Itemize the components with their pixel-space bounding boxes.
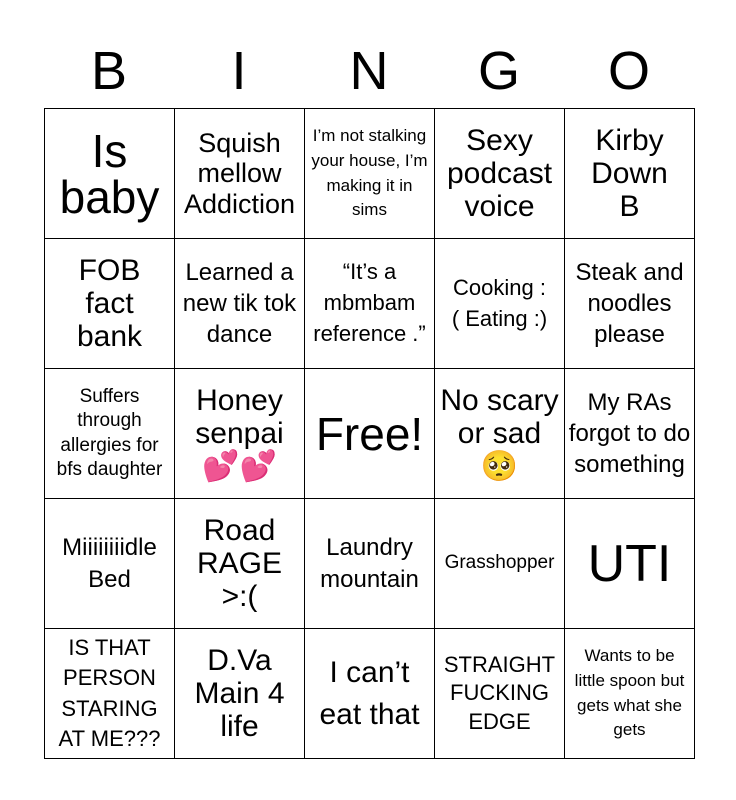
bingo-cell-r2c2[interactable] — [175, 239, 305, 369]
cell-text: Squish mellow Addiction — [183, 127, 296, 219]
cell-text: “It’s a mbmbam reference .” — [313, 259, 426, 346]
bingo-cell-r2c4[interactable] — [435, 239, 565, 369]
bingo-cell-r3c2[interactable] — [175, 369, 305, 499]
bingo-cell-r1c5[interactable] — [565, 109, 695, 239]
cell-text: Laundry mountain — [320, 534, 419, 593]
cell-text: Cooking :( Eating :) — [451, 274, 548, 331]
cell-text: UTI — [587, 534, 672, 593]
header-letter-i: I — [231, 41, 247, 101]
cell-text: IS THAT PERSON STARING AT ME??? — [58, 634, 161, 751]
cell-text: FOB fact bank — [76, 254, 143, 353]
cell-text: My RAs forgot to do something — [568, 388, 691, 479]
bingo-cell-r4c2[interactable] — [175, 499, 305, 629]
bingo-cell-r3c4[interactable] — [435, 369, 565, 499]
bingo-cell-r1c3[interactable] — [305, 109, 435, 239]
bingo-cell-r2c1[interactable] — [45, 239, 175, 369]
cell-text: Sexy podcast voice — [446, 124, 553, 223]
header-letter-g: G — [477, 41, 520, 101]
cell-text: Road RAGE >:( — [196, 514, 283, 613]
bingo-cell-r4c3[interactable] — [305, 499, 435, 629]
cell-text: No scary or sad 🥺 — [440, 384, 559, 483]
cell-text: Grasshopper — [444, 552, 555, 574]
cell-text: Miiiiiiiidle Bed — [62, 534, 157, 593]
cell-text: Suffers through allergies for bfs daughter — [56, 385, 163, 480]
bingo-cell-r3c3[interactable] — [305, 369, 435, 499]
cell-text: Wants to be little spoon but gets what she gets — [574, 646, 685, 740]
bingo-cell-r5c4[interactable] — [435, 629, 565, 759]
cell-text: Learned a new tik tok dance — [182, 258, 297, 349]
bingo-cell-r3c5[interactable] — [565, 369, 695, 499]
free-space: Free! — [315, 407, 424, 460]
bingo-cell-r5c1[interactable] — [45, 629, 175, 759]
bingo-cell-r5c5[interactable] — [565, 629, 695, 759]
bingo-board — [44, 108, 695, 759]
cell-text: D.Va Main 4 life — [194, 644, 285, 743]
bingo-cell-r4c5[interactable] — [565, 499, 695, 629]
bingo-cell-r1c2[interactable] — [175, 109, 305, 239]
bingo-cell-r1c1[interactable] — [45, 109, 175, 239]
cell-text: I’m not stalking your house, I’m making it in sims — [311, 126, 428, 220]
bingo-cell-r4c4[interactable] — [435, 499, 565, 629]
cell-text: Honey senpai 💕💕 — [195, 384, 284, 483]
header-letter-b: B — [90, 41, 128, 101]
bingo-cell-r2c3[interactable] — [305, 239, 435, 369]
bingo-cell-r5c2[interactable] — [175, 629, 305, 759]
cell-text: STRAIGHT FUCKING EDGE — [443, 651, 556, 734]
cell-text: I can’t eat that — [319, 655, 420, 731]
cell-text: Steak and noodles please — [575, 258, 684, 349]
bingo-cell-r4c1[interactable] — [45, 499, 175, 629]
bingo-cell-r1c4[interactable] — [435, 109, 565, 239]
cell-text: Is baby — [59, 124, 160, 223]
bingo-header — [44, 36, 694, 106]
bingo-cell-r2c5[interactable] — [565, 239, 695, 369]
header-letter-n: N — [349, 41, 389, 101]
header-letter-o: O — [607, 41, 650, 101]
bingo-cell-r5c3[interactable] — [305, 629, 435, 759]
bingo-cell-r3c1[interactable] — [45, 369, 175, 499]
cell-text: Kirby Down B — [591, 124, 668, 223]
